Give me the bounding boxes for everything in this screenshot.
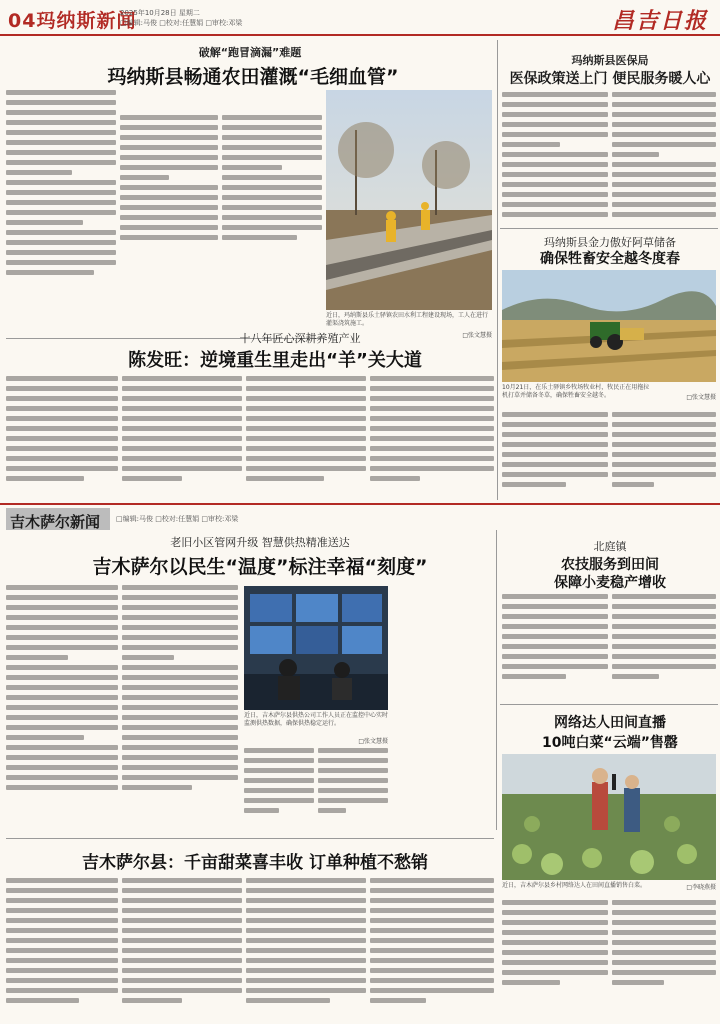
hay-field-image	[502, 270, 716, 382]
wheat-body-col1	[502, 594, 608, 704]
section-divider	[500, 228, 718, 229]
masthead-meta	[120, 8, 242, 28]
livestock-hay-photo	[502, 270, 716, 382]
manas-headline: 玛纳斯县畅通农田灌溉“毛细血管”	[107, 66, 399, 88]
heating-photo-credit: □张文慧摄	[358, 738, 388, 745]
livestock-photo-caption: 10月21日，在乐土驿镇乡牧场牧业村，牧民正在用拖拉机打草并储备冬草，确保牲畜安全越冬。	[502, 384, 650, 399]
jimusar-section-title: 吉木萨尔新闻	[10, 513, 101, 531]
heating-photo-caption: 近日，吉木萨尔县供热公司工作人员正在监控中心实时监测供热数据，确保供热稳定运行。	[244, 712, 389, 727]
net-body-col1	[502, 900, 608, 1020]
harvest-body-col1	[6, 878, 118, 1020]
irrigation-scene-image	[326, 90, 492, 310]
masthead	[0, 0, 720, 36]
paper-logo: 昌吉日报	[611, 8, 708, 34]
section-name: 玛纳斯新闻	[36, 10, 137, 32]
heating-control-photo	[244, 586, 388, 710]
jimusar-kicker: 老旧小区管网升级 智慧供热精准送达	[170, 536, 350, 549]
cabbage-field-image	[502, 754, 716, 880]
net-headline-line1: 网络达人田间直播	[554, 715, 666, 731]
jimusar-body-col1	[6, 585, 118, 835]
control-room-image	[244, 586, 388, 710]
livestock-body-col1	[502, 412, 608, 498]
medical-body-col1	[502, 92, 608, 232]
column-divider	[496, 530, 497, 830]
wheat-headline-line2: 保障小麦稳产增收	[554, 575, 666, 591]
chen-headline: 陈发旺：逆境重生里走出“羊”关大道	[128, 350, 422, 371]
net-headline-line2: 10吨白菜“云端”售罄	[542, 735, 678, 751]
manas-irrigation-photo	[326, 90, 492, 310]
column-divider	[497, 40, 498, 500]
chen-body-col3	[246, 376, 366, 496]
harvest-headline: 吉木萨尔县：千亩甜菜喜丰收 订单种植不愁销	[82, 853, 428, 873]
chen-kicker: 十八年匠心深耕养殖产业	[239, 332, 361, 345]
net-photo-credit: □李晓燕摄	[686, 884, 716, 891]
manas-photo-credit: □张文慧摄	[462, 332, 492, 339]
jimusar-body-col2	[122, 585, 238, 835]
manas-kicker: 破解“跑冒滴漏”难题	[198, 46, 302, 59]
livestock-body-col2	[612, 412, 716, 498]
harvest-body-col4	[370, 878, 494, 1020]
medical-body-col2	[612, 92, 716, 232]
editor-credits: □编辑:马俊 □校对:任慧娟 □审校:邓梁	[120, 19, 243, 27]
section-divider	[500, 704, 718, 705]
chen-body-col4	[370, 376, 494, 496]
page-number: 04玛纳斯新闻	[8, 10, 137, 32]
jimusar-headline: 吉木萨尔以民生“温度”标注幸福“刻度”	[92, 556, 428, 578]
chen-body-col1	[6, 376, 118, 496]
cabbage-field-photo	[502, 754, 716, 880]
harvest-body-col2	[122, 878, 242, 1020]
section-divider	[6, 838, 494, 839]
livestock-photo-credit: □张文慧摄	[686, 394, 716, 401]
jimusar-editor-credits: □编辑:马俊 □校对:任慧娟 □审校:邓梁	[116, 515, 239, 523]
chen-body-col2	[122, 376, 242, 496]
manas-body-col2	[120, 115, 218, 255]
issue-date: 2025年10月28日 星期二	[120, 9, 200, 17]
net-body-col2	[612, 900, 716, 1020]
manas-body-col3	[222, 115, 322, 255]
manas-body-col1	[6, 90, 116, 290]
medical-headline: 医保政策送上门 便民服务暖人心	[509, 71, 711, 87]
harvest-body-col3	[246, 878, 366, 1020]
wheat-body-col2	[612, 594, 716, 704]
livestock-headline: 确保牲畜安全越冬度春	[540, 251, 680, 267]
medical-section-label: 玛纳斯县医保局	[571, 54, 649, 67]
jimusar-body-col3	[244, 748, 314, 838]
net-photo-caption: 近日，吉木萨尔县乡村网络达人在田间直播销售白菜。	[502, 882, 647, 889]
livestock-kicker: 玛纳斯县金力傲好阿草储备	[544, 236, 676, 249]
wheat-kicker: 北庭镇	[593, 540, 627, 553]
manas-photo-caption: 近日，玛纳斯县乐土驿镇农田水利工程建设现场，工人在进行灌渠浇筑施工。	[326, 312, 489, 327]
wheat-headline-line1: 农技服务到田间	[561, 557, 659, 573]
jimusar-body-col4	[318, 748, 388, 838]
section-break	[0, 503, 720, 505]
